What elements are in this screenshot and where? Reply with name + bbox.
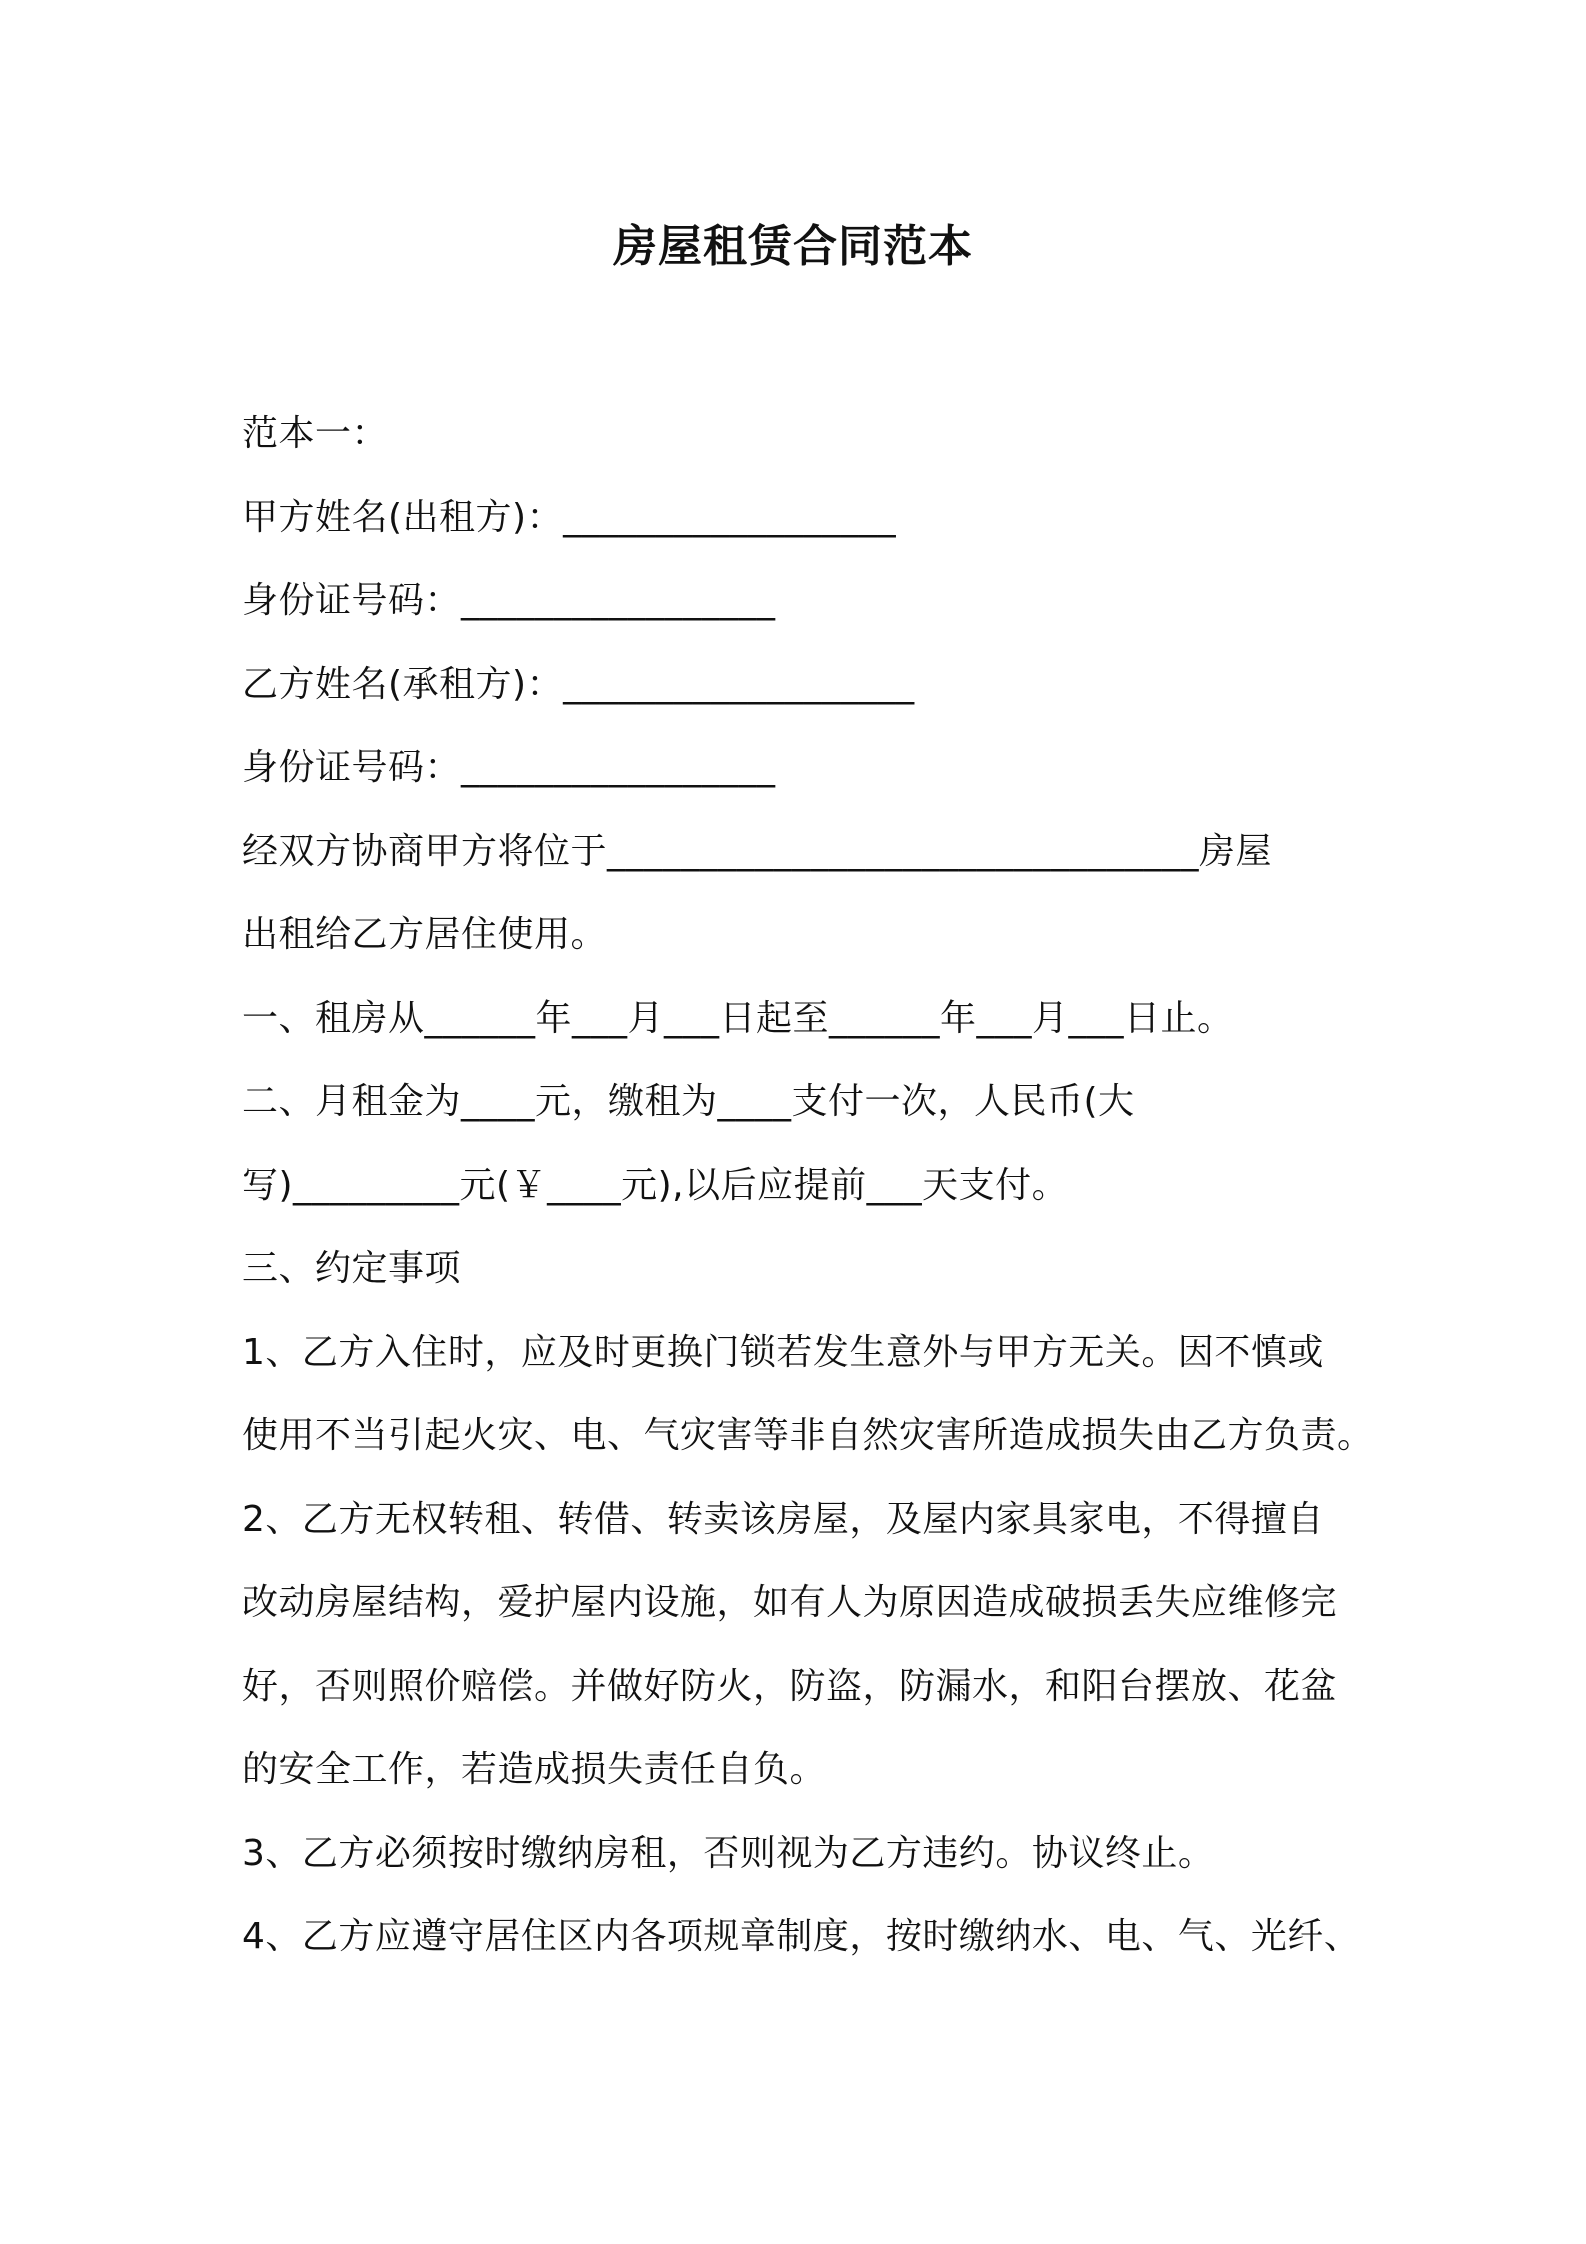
term-two-line-1: 2、乙方无权转租、转借、转卖该房屋，及屋内家具家电，不得擅自 [242, 1498, 1324, 1540]
section-heading-template-one: 范本一： [242, 413, 389, 454]
term-two-line-4: 的安全工作，若造成损失责任自负。 [242, 1749, 827, 1790]
property-use-line: 出租给乙方居住使用。 [242, 914, 608, 955]
clause-two-rent-line: 二、月租金为____元，缴租为____支付一次，人民币(大 [242, 1081, 1135, 1122]
party-a-id-line: 身份证号码：_________________ [242, 580, 776, 621]
property-location-line: 经双方协商甲方将位于________________________________房屋 [242, 830, 1273, 872]
term-one-line-2: 使用不当引起火灾、电、气灾害等非自然灾害所造成损失由乙方负责。 [242, 1415, 1374, 1456]
term-four-line-1: 4、乙方应遵守居住区内各项规章制度，按时缴纳水、电、气、光纤、 [242, 1916, 1361, 1957]
term-three-line: 3、乙方必须按时缴纳房租，否则视为乙方违约。协议终止。 [242, 1832, 1215, 1874]
clause-one-term-line: 一、租房从______年___月___日起至______年___月___日止。 [242, 997, 1234, 1039]
party-b-name-line: 乙方姓名(承租方)：___________________ [242, 663, 915, 705]
term-two-line-2: 改动房屋结构，爱护屋内设施，如有人为原因造成破损丢失应维修完 [242, 1582, 1338, 1623]
document-body [242, 404, 1392, 1991]
document-title: 房屋租赁合同范本 [613, 221, 973, 272]
party-a-name-line: 甲方姓名(出租方)：__________________ [242, 496, 897, 538]
term-two-line-3: 好，否则照价赔偿。并做好防火，防盗，防漏水，和阳台摆放、花盆 [242, 1665, 1338, 1707]
clause-three-heading: 三、约定事项 [242, 1248, 462, 1289]
term-one-line-1: 1、乙方入住时，应及时更换门锁若发生意外与甲方无关。因不慎或 [242, 1331, 1324, 1373]
party-b-id-line: 身份证号码：_________________ [242, 747, 776, 788]
clause-two-amount-line: 写)_________元(￥____元),以后应提前___天支付。 [242, 1164, 1069, 1206]
